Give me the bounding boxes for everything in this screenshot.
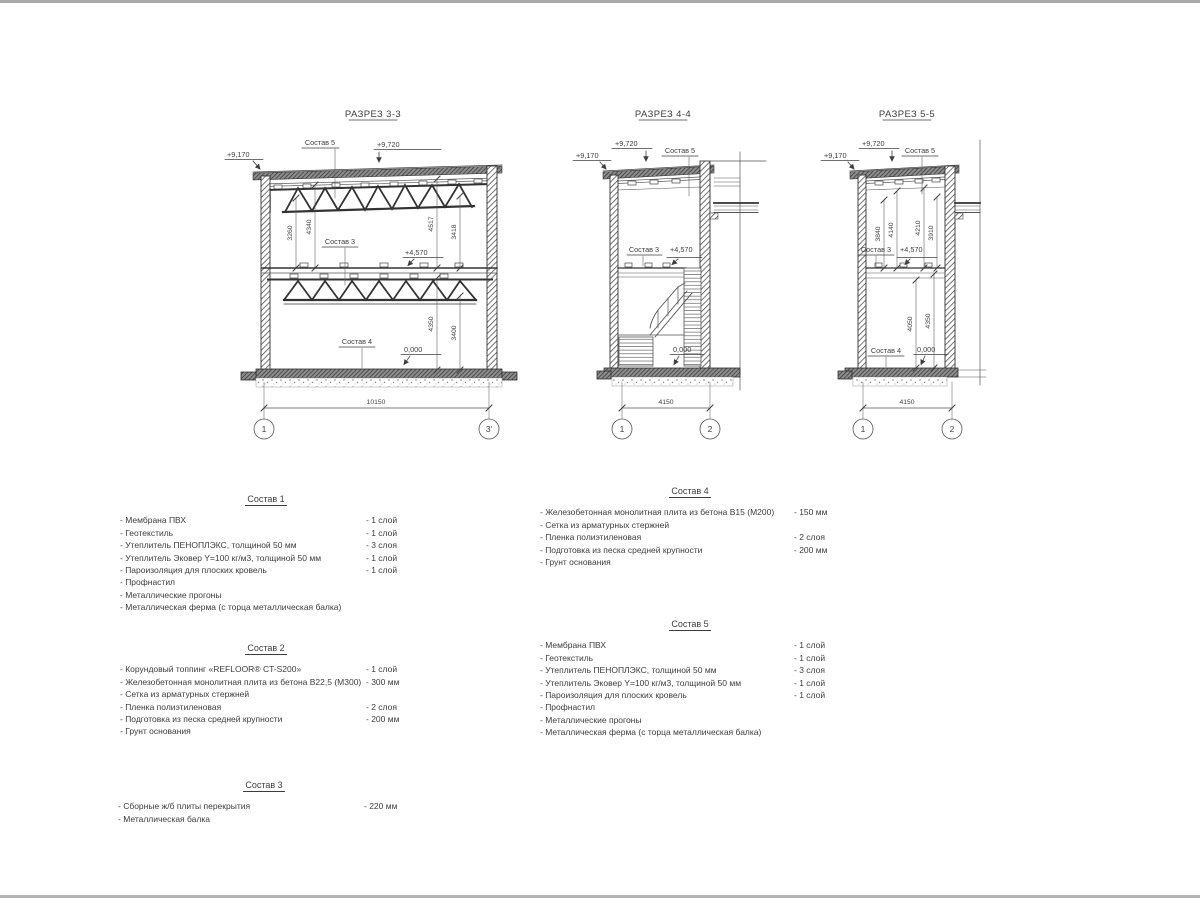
left-wall	[610, 175, 618, 374]
dim-4350: 4350	[925, 313, 932, 329]
elev-zero: 0,000	[917, 345, 936, 354]
mid-truss	[268, 280, 492, 305]
composition-item-text: - Мембрана ПВХ	[120, 515, 187, 526]
composition-item-value	[794, 701, 840, 713]
dim-3260: 3260	[287, 225, 294, 241]
composition-item-value	[794, 726, 840, 738]
composition-item	[120, 713, 412, 725]
dim-4517: 4517	[428, 216, 435, 232]
composition-1	[120, 493, 412, 614]
composition-item-value	[366, 601, 412, 613]
label-sostav-5: Состав 5	[304, 138, 336, 147]
label-sostav-4: Состав 4	[341, 337, 373, 346]
annex	[955, 140, 986, 385]
composition-item	[540, 519, 840, 531]
composition-item-text: - Профнастил	[540, 702, 596, 713]
composition-title	[120, 642, 412, 654]
composition-title-text: Состав 5	[671, 619, 709, 629]
composition-item	[120, 701, 412, 713]
elev-roof-edge: +9,170	[824, 151, 847, 160]
composition-item-text: - Утеплитель Эковер Y=100 кг/м3, толщиной 50 мм	[540, 677, 742, 688]
dim-width: 10150	[366, 399, 386, 406]
composition-item-text: - Железобетонная монолитная плита из бетона В22,5 (М300)	[120, 676, 362, 687]
mid-floor	[866, 263, 945, 278]
composition-item	[120, 663, 412, 675]
vertical-dimensions	[287, 176, 463, 373]
composition-item-text: - Мембрана ПВХ	[540, 640, 607, 651]
dim-4210: 4210	[915, 220, 922, 236]
elev-roof-edge: +9,170	[576, 151, 599, 160]
composition-4	[540, 485, 840, 568]
walls	[858, 166, 955, 374]
composition-item-value	[794, 556, 840, 568]
composition-item-value	[366, 725, 412, 737]
composition-item	[120, 527, 412, 539]
composition-item	[120, 676, 412, 688]
composition-2	[120, 642, 412, 738]
composition-title-text: Состав 1	[247, 494, 285, 504]
dim-width: 4150	[899, 399, 915, 406]
composition-item-text: - Грунт основания	[540, 557, 611, 568]
elev-roof: +9,720	[862, 139, 885, 148]
axis-label: 3'	[485, 424, 493, 434]
composition-item-value: - 300 мм	[366, 676, 400, 687]
composition-item	[120, 552, 412, 564]
composition-title-text: Состав 2	[247, 643, 285, 653]
composition-item-text: - Металлические прогоны	[120, 589, 222, 600]
composition-item-value	[794, 519, 840, 531]
elev-roof-edge: +9,170	[227, 150, 250, 159]
composition-item	[118, 813, 410, 825]
left-wall	[261, 176, 270, 374]
composition-item-text: - Утеплитель ПЕНОПЛЭКС, толщиной 50 мм	[120, 540, 297, 551]
dim-3418: 3418	[451, 224, 458, 240]
composition-item-text: - Железобетонная монолитная плита из бетона В15 (М200)	[540, 507, 775, 518]
mid-floor	[262, 263, 497, 278]
composition-item-text: - Пароизоляция для плоских кровель	[540, 690, 687, 701]
composition-item	[540, 714, 840, 726]
sand-layer	[612, 377, 733, 386]
composition-item-value: - 200 мм	[794, 544, 828, 555]
composition-item-text: - Металлическая ферма (с торца металлическая балка)	[540, 727, 762, 738]
dim-4340: 4340	[306, 219, 313, 235]
dim-4350: 4350	[428, 316, 435, 332]
ground-slab	[597, 368, 740, 386]
composition-item-value: - 1 слой	[366, 527, 398, 538]
label-sostav-3: Состав 3	[628, 245, 660, 254]
composition-item-text: - Металлическая ферма (с торца металлическая балка)	[120, 602, 342, 613]
dim-3840: 3840	[875, 226, 882, 242]
composition-item	[540, 701, 840, 713]
composition-item-value: - 1 слой	[366, 565, 398, 576]
composition-item-value: - 1 слой	[794, 690, 826, 701]
composition-item-value: - 1 слой	[366, 664, 398, 675]
ground-slab	[838, 368, 958, 386]
composition-title	[540, 618, 840, 630]
label-sostav-3: Состав 3	[860, 245, 892, 254]
composition-item	[540, 664, 840, 676]
composition-item-value: - 200 мм	[366, 714, 400, 725]
dim-4140: 4140	[888, 222, 895, 238]
sheet-bottom-edge	[0, 895, 1200, 898]
dim-3400: 3400	[451, 325, 458, 341]
composition-item-text: - Корундовый топпинг «REFLOOR® CT-S200»	[120, 664, 302, 675]
section-5-5	[821, 109, 986, 439]
composition-5	[540, 618, 840, 739]
composition-item-value: - 3 слоя	[366, 540, 397, 551]
composition-item-text: - Грунт основания	[120, 726, 191, 737]
label-sostav-5: Состав 5	[664, 146, 696, 155]
composition-item	[540, 531, 840, 543]
axis-label: 1	[619, 424, 625, 434]
composition-item	[120, 514, 412, 526]
elev-mid: +4,570	[900, 245, 923, 254]
composition-item-text: - Сетка из арматурных стержней	[540, 519, 670, 530]
composition-item-value: - 1 слой	[366, 552, 398, 563]
composition-item	[120, 601, 412, 613]
axis-label: 1	[261, 424, 267, 434]
composition-title	[540, 485, 840, 497]
composition-item-value	[366, 576, 412, 588]
dim-width: 4150	[658, 399, 674, 406]
composition-item-text: - Пароизоляция для плоских кровель	[120, 565, 267, 576]
composition-item-value: - 1 слой	[366, 515, 398, 526]
handrail	[650, 283, 685, 328]
elev-mid: +4,570	[405, 248, 428, 257]
composition-item-value: - 2 слоя	[366, 701, 397, 712]
composition-item-text: - Подготовка из песка средней крупности	[120, 714, 283, 725]
section-title: РАЗРЕЗ 3-3	[344, 109, 402, 120]
composition-title	[120, 493, 412, 505]
section-3-3	[225, 109, 517, 439]
dim-3910: 3910	[928, 225, 935, 241]
composition-item-value: - 1 слой	[794, 677, 826, 688]
bottom-dimension	[254, 382, 499, 439]
composition-item-text: - Геотекстиль	[540, 652, 594, 663]
composition-item-value: - 150 мм	[794, 507, 828, 518]
composition-item	[120, 564, 412, 576]
elev-zero: 0,000	[404, 345, 423, 354]
composition-item-value	[364, 813, 410, 825]
composition-item-value	[366, 688, 412, 700]
composition-item	[540, 544, 840, 556]
composition-item-text: - Пленка полиэтиленовая	[540, 532, 642, 543]
composition-item	[120, 539, 412, 551]
composition-item-text: - Утеплитель ПЕНОПЛЭКС, толщиной 50 мм	[540, 665, 717, 676]
composition-item-text: - Пленка полиэтиленовая	[120, 701, 222, 712]
composition-item-text: - Геотекстиль	[120, 527, 174, 538]
label-sostav-4: Состав 4	[870, 346, 902, 355]
elev-roof: +9,720	[377, 140, 400, 149]
composition-item-text: - Металлические прогоны	[540, 714, 642, 725]
composition-item-value: - 2 слоя	[794, 532, 825, 543]
composition-item	[540, 639, 840, 651]
dim-4050: 4050	[907, 316, 914, 332]
composition-item	[120, 576, 412, 588]
composition-3	[118, 779, 410, 825]
roof	[603, 165, 714, 190]
composition-item	[540, 652, 840, 664]
sand-layer	[256, 378, 502, 387]
right-wall	[700, 161, 710, 374]
bottom-dimension	[612, 382, 720, 439]
ground-slab	[241, 369, 517, 387]
label-sostav-5: Состав 5	[904, 146, 936, 155]
composition-item	[120, 725, 412, 737]
composition-title	[118, 779, 410, 791]
elev-mid: +4,570	[670, 245, 693, 254]
composition-item	[540, 506, 840, 518]
roof-truss	[266, 184, 491, 212]
left-wall	[858, 175, 866, 374]
bottom-dimension	[853, 382, 962, 439]
composition-item-value: - 3 слоя	[794, 665, 825, 676]
section-4-4	[573, 109, 766, 439]
composition-item	[120, 688, 412, 700]
section-title: РАЗРЕЗ 5-5	[878, 109, 936, 120]
composition-title-text: Состав 3	[245, 780, 283, 790]
axis-label: 2	[949, 424, 955, 434]
right-wall	[945, 166, 955, 374]
right-wall	[487, 166, 497, 374]
composition-item	[540, 689, 840, 701]
mid-floor	[618, 263, 686, 277]
composition-item-text: - Сетка из арматурных стержней	[120, 689, 250, 700]
composition-item-text: - Подготовка из песка средней крупности	[540, 544, 703, 555]
composition-item	[120, 589, 412, 601]
composition-item-text: - Утеплитель Эковер Y=100 кг/м3, толщиной 50 мм	[120, 552, 322, 563]
elev-zero: 0,000	[673, 345, 692, 354]
composition-item-text: - Металлическая балка	[118, 813, 211, 824]
composition-item-value: - 1 слой	[794, 640, 826, 651]
label-sostav-3: Состав 3	[324, 237, 356, 246]
composition-item-value: - 220 мм	[364, 801, 398, 812]
composition-item-value	[366, 589, 412, 601]
composition-title-text: Состав 4	[671, 486, 709, 496]
composition-item	[540, 556, 840, 568]
sand-layer	[853, 377, 947, 386]
composition-item-value: - 1 слой	[794, 652, 826, 663]
composition-item	[540, 677, 840, 689]
composition-item-text: - Сборные ж/б плиты перекрытия	[118, 801, 251, 812]
section-title: РАЗРЕЗ 4-4	[634, 109, 692, 120]
composition-item	[540, 726, 840, 738]
stair-flight-lower	[619, 337, 653, 366]
axis-label: 1	[860, 424, 866, 434]
composition-item-value	[794, 714, 840, 726]
composition-item	[118, 800, 410, 812]
elev-roof: +9,720	[615, 139, 638, 148]
composition-item-text: - Профнастил	[120, 577, 176, 588]
sheet-top-edge	[0, 0, 1200, 3]
axis-label: 2	[707, 424, 713, 434]
